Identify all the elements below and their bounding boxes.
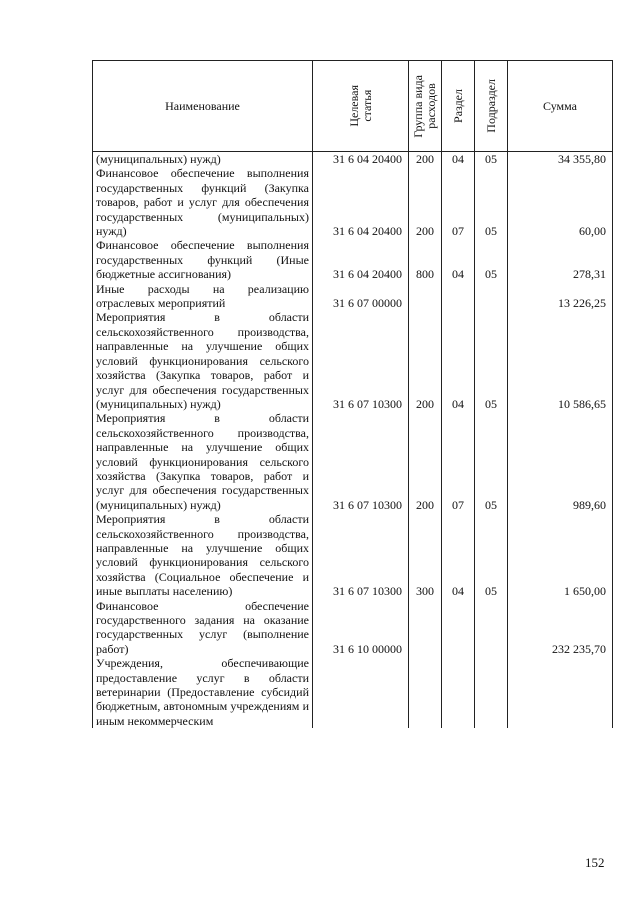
- row-group: [409, 656, 442, 728]
- header-name: Наименование: [93, 61, 313, 152]
- header-sum: Сумма: [508, 61, 613, 152]
- row-sum: 1 650,00: [508, 512, 613, 598]
- row-sum: 60,00: [508, 166, 613, 238]
- row-subsection: 05: [475, 152, 508, 167]
- row-code: 31 6 04 20400: [313, 238, 409, 281]
- row-group: 200: [409, 310, 442, 411]
- row-code: 31 6 07 10300: [313, 411, 409, 512]
- row-sum: [508, 656, 613, 728]
- row-sum: 278,31: [508, 238, 613, 281]
- row-group: [409, 282, 442, 311]
- row-subsection: [475, 599, 508, 657]
- header-target-label: Целевая статья: [346, 85, 374, 127]
- header-section: [442, 61, 475, 152]
- row-name: Финансовое обеспечение выполнения государственных функций (Закупка товаров, работ и услуг для обеспечения государственных (муниципальных) нужд): [93, 166, 313, 238]
- row-name: Финансовое обеспечение выполнения государственных функций (Иные бюджетные ассигнования): [93, 238, 313, 281]
- table-row: [93, 599, 613, 657]
- row-name: Мероприятия в области сельскохозяйственного производства, направленные на улучшение общих условий функционирования сельского хозяйства (Закупка товаров, работ и услуг для обеспечения государственных (муниципальных) нужд): [93, 411, 313, 512]
- table-row: [93, 411, 613, 512]
- row-sum: 13 226,25: [508, 282, 613, 311]
- row-subsection: [475, 656, 508, 728]
- header-subsection-label: Подраздел: [483, 79, 498, 133]
- row-section: 04: [442, 238, 475, 281]
- table-row: [93, 152, 613, 167]
- row-code: 31 6 07 10300: [313, 512, 409, 598]
- row-name: Мероприятия в области сельскохозяйственного производства, направленные на улучшение общих условий функционирования сельского хозяйства (Закупка товаров, работ и услуг для обеспечения государственных (муниципальных) нужд): [93, 310, 313, 411]
- budget-table: [92, 60, 613, 728]
- row-code: 31 6 04 20400: [313, 166, 409, 238]
- row-sum: 34 355,80: [508, 152, 613, 167]
- row-group: [409, 599, 442, 657]
- row-section: 07: [442, 166, 475, 238]
- row-subsection: 05: [475, 411, 508, 512]
- row-group: 300: [409, 512, 442, 598]
- row-section: 04: [442, 152, 475, 167]
- row-code: 31 6 04 20400: [313, 152, 409, 167]
- row-section: 07: [442, 411, 475, 512]
- table-row: [93, 656, 613, 728]
- row-sum: 10 586,65: [508, 310, 613, 411]
- header-group: [409, 61, 442, 152]
- header-subsection: [475, 61, 508, 152]
- row-section: [442, 282, 475, 311]
- header-section-label: Раздел: [450, 89, 465, 123]
- row-section: [442, 599, 475, 657]
- table-row: [93, 238, 613, 281]
- row-subsection: 05: [475, 310, 508, 411]
- row-code: [313, 656, 409, 728]
- row-subsection: 05: [475, 238, 508, 281]
- header-target: [313, 61, 409, 152]
- header-group-label: Группа вида расходов: [411, 74, 438, 138]
- row-group: 800: [409, 238, 442, 281]
- page-number: 152: [585, 855, 605, 870]
- row-group: 200: [409, 411, 442, 512]
- table-row: [93, 310, 613, 411]
- row-subsection: [475, 282, 508, 311]
- row-subsection: 05: [475, 512, 508, 598]
- table-row: [93, 512, 613, 598]
- row-section: [442, 656, 475, 728]
- row-code: 31 6 07 00000: [313, 282, 409, 311]
- table-row: [93, 282, 613, 311]
- row-group: 200: [409, 152, 442, 167]
- row-sum: 232 235,70: [508, 599, 613, 657]
- row-code: 31 6 07 10300: [313, 310, 409, 411]
- row-name: Иные расходы на реализацию отраслевых мероприятий: [93, 282, 313, 311]
- row-sum: 989,60: [508, 411, 613, 512]
- row-name: (муниципальных) нужд): [93, 152, 313, 167]
- row-group: 200: [409, 166, 442, 238]
- row-name: Финансовое обеспечение государственного задания на оказание государственных услуг (выполнение работ): [93, 599, 313, 657]
- table-row: [93, 166, 613, 238]
- row-subsection: 05: [475, 166, 508, 238]
- row-section: 04: [442, 512, 475, 598]
- row-name: Мероприятия в области сельскохозяйственного производства, направленные на улучшение общих условий функционирования сельского хозяйства (Социальное обеспечение и иные выплаты населению): [93, 512, 313, 598]
- row-code: 31 6 10 00000: [313, 599, 409, 657]
- row-name: Учреждения, обеспечивающие предоставление услуг в области ветеринарии (Предоставление субсидий бюджетным, автономным учреждениям и иным некоммерческим: [93, 656, 313, 728]
- table-header-row: [93, 61, 613, 152]
- row-section: 04: [442, 310, 475, 411]
